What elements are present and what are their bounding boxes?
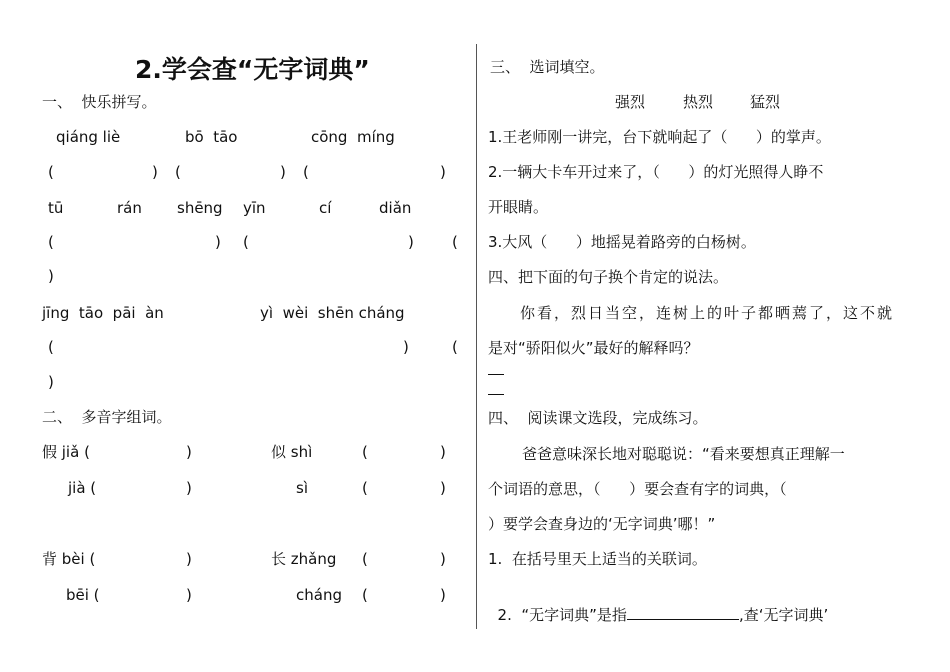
answer-paren[interactable]: ) bbox=[186, 550, 192, 568]
polyphone-label: 背 bèi ( bbox=[42, 550, 96, 568]
pinyin-item: jīng tāo pāi àn bbox=[42, 304, 164, 322]
answer-line[interactable] bbox=[488, 374, 504, 375]
answer-paren[interactable]: ( bbox=[48, 338, 54, 356]
column-divider bbox=[476, 44, 477, 629]
word-option: 猛烈 bbox=[750, 93, 781, 111]
exercise-1: 1. 在括号里天上适当的关联词。 bbox=[488, 550, 707, 568]
polyphone-label: cháng bbox=[296, 586, 342, 604]
pinyin-item: yīn bbox=[243, 199, 266, 217]
answer-paren[interactable]: ) bbox=[152, 163, 158, 181]
passage-line-2: 个词语的意思，（ ）要会查有字的词典，（ bbox=[488, 480, 787, 498]
exercise-2-prefix: 2. “无字词典”是指 bbox=[497, 606, 627, 624]
answer-paren[interactable]: ( bbox=[48, 163, 54, 181]
answer-paren[interactable]: ) bbox=[440, 586, 446, 604]
answer-paren[interactable]: ( bbox=[243, 233, 249, 251]
answer-paren[interactable]: ) bbox=[440, 479, 446, 497]
sentence-line-2: 是对“骄阳似火”最好的解释吗？ bbox=[488, 339, 699, 357]
pinyin-item: bō tāo bbox=[185, 128, 238, 146]
reading-heading: 四、 阅读课文选段，完成练习。 bbox=[488, 409, 708, 427]
question-3: 3.大风（ ）地摇晃着路旁的白杨树。 bbox=[488, 233, 756, 251]
section-2-heading: 二、 多音字组词。 bbox=[42, 408, 172, 426]
section-3-heading: 三、 选词填空。 bbox=[490, 58, 605, 76]
polyphone-label: 长 zhǎng bbox=[271, 550, 337, 568]
answer-paren[interactable]: ( bbox=[362, 479, 368, 497]
answer-paren[interactable]: ( bbox=[452, 338, 458, 356]
polyphone-label: 假 jiǎ ( bbox=[42, 443, 90, 461]
pinyin-item: cōng míng bbox=[311, 128, 395, 146]
question-2-line-1: 2.一辆大卡车开过来了，（ ）的灯光照得人睁不 bbox=[488, 163, 824, 181]
answer-paren[interactable]: ( bbox=[48, 233, 54, 251]
answer-paren[interactable]: ) bbox=[440, 163, 446, 181]
section-4-heading: 四、把下面的句子换个肯定的说法。 bbox=[488, 268, 729, 286]
answer-paren[interactable]: ) bbox=[186, 586, 192, 604]
answer-paren[interactable]: ) bbox=[186, 443, 192, 461]
question-2-line-2: 开眼睛。 bbox=[488, 198, 549, 216]
answer-paren[interactable]: ( bbox=[303, 163, 309, 181]
polyphone-label: jià ( bbox=[68, 479, 97, 497]
fill-blank[interactable] bbox=[627, 605, 739, 620]
answer-paren[interactable]: ) bbox=[215, 233, 221, 251]
pinyin-item: diǎn bbox=[379, 199, 412, 217]
polyphone-label: 似 shì bbox=[271, 443, 313, 461]
answer-paren[interactable]: ( bbox=[452, 233, 458, 251]
pinyin-item: cí bbox=[319, 199, 332, 217]
answer-paren[interactable]: ) bbox=[48, 267, 54, 285]
answer-line[interactable] bbox=[488, 394, 504, 395]
pinyin-item: yì wèi shēn cháng bbox=[260, 304, 405, 322]
passage-line-3: ）要学会查身边的‘无字词典’哪！” bbox=[488, 515, 716, 533]
answer-paren[interactable]: ) bbox=[408, 233, 414, 251]
answer-paren[interactable]: ) bbox=[280, 163, 286, 181]
pinyin-item: shēng bbox=[177, 199, 223, 217]
section-1-heading: 一、 快乐拼写。 bbox=[42, 93, 157, 111]
answer-paren[interactable]: ( bbox=[175, 163, 181, 181]
word-option: 热烈 bbox=[683, 93, 714, 111]
pinyin-item: tū bbox=[48, 199, 64, 217]
answer-paren[interactable]: ( bbox=[362, 586, 368, 604]
page-title: 2.学会查“无字词典” bbox=[135, 55, 370, 84]
question-1: 1.王老师刚一讲完，台下就响起了（ ）的掌声。 bbox=[488, 128, 831, 146]
exercise-2 bbox=[488, 585, 828, 625]
answer-paren[interactable]: ) bbox=[403, 338, 409, 356]
sentence-line-1: 你看，烈日当空，连树上的叶子都晒蔫了，这不就 bbox=[520, 304, 895, 322]
polyphone-label: sì bbox=[296, 479, 308, 497]
word-option: 强烈 bbox=[615, 93, 646, 111]
exercise-2-suffix: ,查‘无字词典’ bbox=[738, 606, 829, 624]
passage-line-1: 爸爸意味深长地对聪聪说：“看来要想真正理解一 bbox=[522, 445, 845, 463]
polyphone-label: bēi ( bbox=[66, 586, 100, 604]
answer-paren[interactable]: ( bbox=[362, 443, 368, 461]
answer-paren[interactable]: ) bbox=[186, 479, 192, 497]
answer-paren[interactable]: ) bbox=[48, 373, 54, 391]
answer-paren[interactable]: ) bbox=[440, 443, 446, 461]
pinyin-item: qiáng liè bbox=[56, 128, 121, 146]
answer-paren[interactable]: ( bbox=[362, 550, 368, 568]
pinyin-item: rán bbox=[117, 199, 142, 217]
answer-paren[interactable]: ) bbox=[440, 550, 446, 568]
